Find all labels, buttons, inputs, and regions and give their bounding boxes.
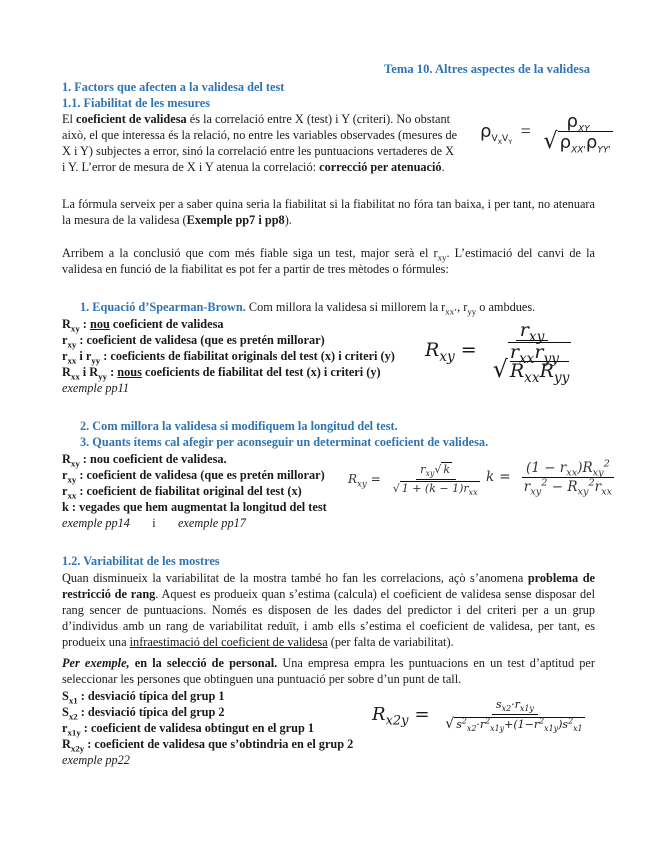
method-3-definitions: $R_{xy}$ : nou coeficient de validesa. $r_{xy}$ : coeficient de validesa (que es pretén millorar) $r_{xx}$ : coeficient de fiabilitat original del test (x) k : vegades que hem augmentat la longitud del test exemple pp14 i exemple pp17 (62, 452, 327, 530)
document-header-title: Tema 10. Altres aspectes de la validesa (384, 62, 591, 76)
paragraph-fiabilitat: El coeficient de validesa és la correlació entre X (test) i Y (criteri). No obstant això, el que interessa és la relació, no entre les variables observades (mesures de X i Y) subjectes a error, sinó la correlació entre les puntuacions vertaderes de X i Y. L’error de mesura de X i Y atenua la correlació: correcció per atenuació. (62, 112, 458, 174)
method-3-heading: 3. Quants ítems cal afegir per aconseguir un determinat coeficient de validesa. (80, 435, 489, 449)
subsection-title: 1.1. Fiabilitat de les mesures (62, 96, 211, 110)
formula-length-validity: $R_{xy}$ = $\frac{r_{xy}√ k}{√ 1 + (k - 1)r_{xx}}$ (348, 463, 478, 498)
paragraph-example-seleccio: Per exemple, en la selecció de personal. Una empresa empra les puntuacions en un test d’aptitud per seleccionar les persones que obtinguen una puntuació per sobre d’un punt de tall. (62, 656, 595, 686)
method-1-heading: 1. Equació d’Spearman-Brown. Com millora la validesa si millorem la $r_{xx’}$, $r_{yy}$ o ambdues. (80, 300, 536, 317)
paragraph-restriccio-rang: Quan disminueix la variabilitat de la mostra també ho fan les correlacions, açò s’anomena problema de restricció de rang. Aquest es produeix quan s’estima (calcula) el coeficient de validesa sense disposar del rang sencer de puntuacions. Només es disposen de les dades del predictor i del criteri per a un grup d’individus amb un rang de variabilitat reduït, i amb ells s’estima el coeficient de validesa, per tant, es produeix una infraestimació del coeficient de validesa (per falta de variabilitat). (62, 571, 596, 649)
paragraph-conclusion: Arribem a la conclusió que com més fiable siga un test, major serà el $r_{xy}$. L’estimació del canvi de la validesa en funció de la fiabilitat es pot fer a partir de tres mètodes o fórmules: (62, 246, 595, 276)
section-title: 1. Factors que afecten a la validesa del test (62, 80, 285, 94)
formula-range-restriction: $R_{x2y}$ = $\frac{s_{x2}\cdot r_{x1y}}{√ s^2_{x2}\cdot r^2_{x1y}+(1-r^2_{x1y})s^2_{x1}}$ (372, 698, 583, 734)
formula-k-items: k = $\frac{(1 - r_{xx})R_{xy}^2}{r_{xy}^2 - R_{xy}^2r_{xx}}$ (486, 458, 613, 498)
method-1-definitions: $R_{xy}$ : nou coeficient de validesa $r_{xy}$ : coeficient de validesa (que es pretén millorar) $r_{xx}$ i $r_{yy}$ : coeficients de fiabilitat originals del test (x) i criteri (y) $R_{xx}$ i $R_{yy}$ : nous coeficients de fiabilitat del test (x) i criteri (y) exemple pp11 (62, 317, 395, 395)
method-2-heading: 2. Com millora la validesa si modifiquem la longitud del test. (80, 419, 398, 433)
formula-spearman-brown-validity: $R_{xy}$ = $r_{xy}$ √ $r_{xx}r_{yy}$ $R_{xx}R_{yy}$ (425, 319, 570, 386)
paragraph-formula-use: La fórmula serveix per a saber quina seria la fiabilitat si la fiabilitat no fóra tan baixa, i per tant, no atenuara la mesura de la validesa (Exemple pp7 i pp8). (62, 197, 595, 227)
formula-attenuation: $\rho_{V_XV_Y}$ = $\frac{\rho_{XY}}{√ \rho_{XX'}\rho_{YY'}}$ (480, 111, 611, 156)
section-12-definitions: $S_{x1}$ : desviació típica del grup 1 $S_{x2}$ : desviació típica del grup 2 $r_{x1y}$ : coeficient de validesa obtingut en el grup 1 $R_{x2y}$ : coeficient de validesa que s’obtindria en el grup 2 exemple pp22 (62, 689, 354, 767)
subsection-variabilitat-title: 1.2. Variabilitat de les mostres (62, 554, 220, 568)
